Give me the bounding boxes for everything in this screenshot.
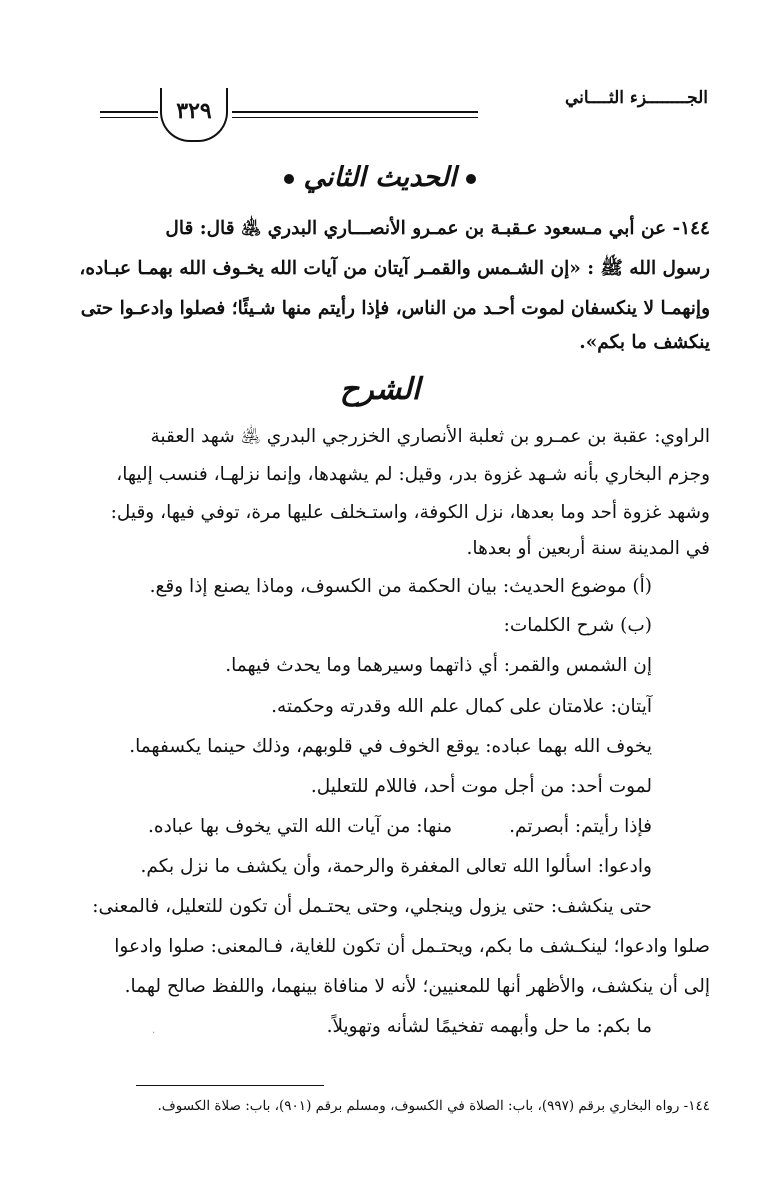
header-rule-left [100, 111, 158, 118]
header-rule [232, 111, 478, 118]
narrator-line: الراوي: عقبة بن عمـرو بن ثعلبة الأنصاري الخزرجي البدري ﵁ شهد العقبة [150, 426, 710, 447]
bullet-icon [284, 174, 294, 184]
word-explanation: يخوف الله بهما عباده: يوقع الخوف في قلوبهم، وذلك حينما يكسفهما. [129, 736, 652, 757]
word-explanation: إن الشمس والقمر: أي ذاتهما وسيرهما وما يحدث فيهما. [225, 655, 652, 676]
word-explanation: وادعوا: اسألوا الله تعالى المغفرة والرحمة، وأن يكشف ما نزل بكم. [140, 856, 652, 877]
bullet-icon [466, 174, 476, 184]
word-explanation: آيتان: علامتان على كمال علم الله وقدرته وحكمته. [271, 696, 652, 717]
word-explanation: فإذا رأيتم: أبصرتم. [509, 816, 652, 837]
footnote-separator [136, 1085, 324, 1086]
word-explanation: صلوا وادعوا؛ لينكـشف ما بكم، ويحتـمل أن تكون للغاية، فـالمعنى: صلوا وادعوا [114, 936, 710, 957]
running-header-title: الجــــــــزء الثــــاني [564, 88, 708, 108]
hadith-line: وإنهمـا لا ينكسفان لموت أحـد من الناس، فإذا رأيتم منها شـيئًا؛ فصلوا وادعـوا حتى [80, 298, 710, 319]
word-explanation: إلى أن ينكشف، والأظهر أنها للمعنيين؛ لأنه لا منافاة بينهما، واللفظ صالح لهما. [124, 976, 710, 997]
sharh-heading: الشرح [339, 372, 421, 407]
footnote: ١٤٤- رواه البخاري برقم (٩٩٧)، باب: الصلاة في الكسوف، ومسلم برقم (٩٠١)، باب: صلاة الكسوف. [157, 1098, 710, 1114]
page-number: ٣٢٩ [176, 98, 212, 124]
words-heading: (ب) شرح الكلمات: [503, 615, 652, 636]
section-title [0, 162, 760, 193]
narrator-line: وشهد غزوة أحد وما بعدها، نزل الكوفة، واستـخلف عليها مرة، توفي فيها، وقيل: [110, 502, 710, 523]
hadith-line: رسول الله ﷺ : «إن الشـمس والقمـر آيتان من آيات الله يخـوف الله بهمـا عبـاده، [79, 258, 710, 279]
word-explanation: منها: من آيات الله التي يخوف بها عباده. [148, 816, 453, 837]
word-explanation: ما بكم: ما حل وأبهمه تفخيمًا لشأنه وتهويلاً. [326, 1016, 652, 1037]
topic-line: (أ) موضوع الحديث: بيان الحكمة من الكسوف، وماذا يصنع إذا وقع. [149, 576, 652, 597]
page-speck: · [152, 1028, 156, 1039]
narrator-line: وجزم البخاري بأنه شـهد غزوة بدر، وقيل: لم يشهدها، وإنما نزلهـا، فنسب إليها، [116, 464, 710, 485]
word-explanation: حتى ينكشف: حتى يزول وينجلي، وحتى يحتـمل أن تكون للتعليل، فالمعنى: [92, 896, 652, 917]
hadith-line: ينكشف ما بكم». [579, 332, 710, 353]
word-explanation: لموت أحد: من أجل موت أحد، فاللام للتعليل. [310, 776, 652, 797]
section-title-text: الحديث الثاني [303, 162, 457, 193]
hadith-line: ١٤٤- عن أبي مـسعود عـقبـة بن عمـرو الأنصـــاري البدري ﵁ قال: قال [165, 218, 710, 239]
narrator-line: في المدينة سنة أربعين أو بعدها. [466, 538, 710, 559]
